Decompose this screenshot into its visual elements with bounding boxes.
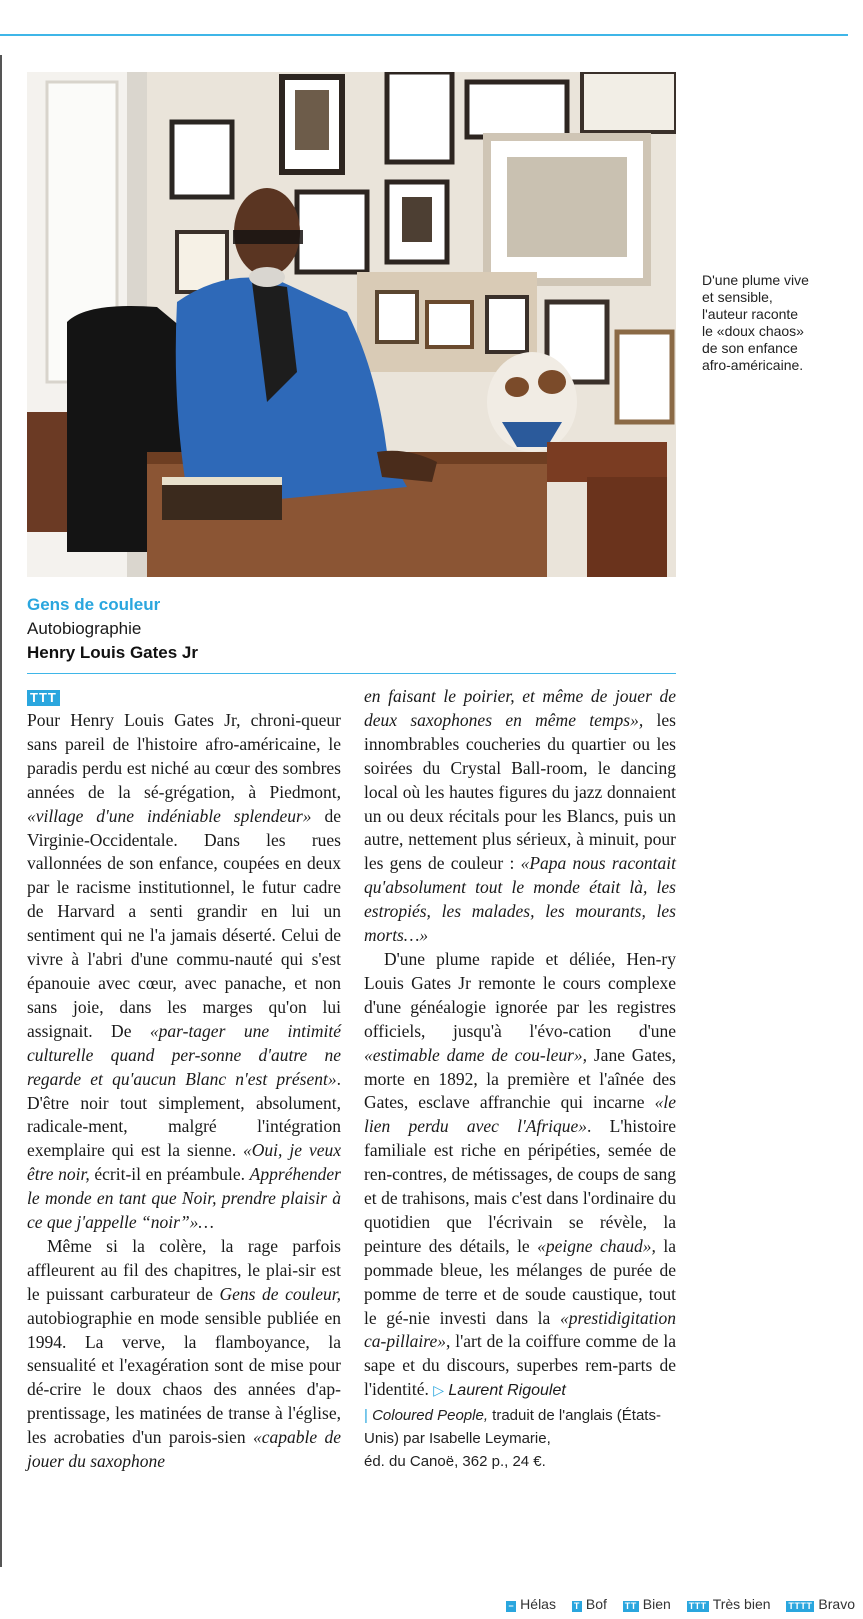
review-column-2 xyxy=(364,685,676,1473)
legend-label: Bien xyxy=(642,1596,671,1612)
author-photo-illustration xyxy=(27,72,676,577)
credits-bar: | xyxy=(364,1407,368,1425)
rating-legend xyxy=(494,1596,855,1612)
review-text: écrit-il en préambule. xyxy=(89,1164,250,1185)
review-text: D'une plume rapide et déliée, Hen-ry Louis Gates Jr remonte le cours complexe d'une généalogie ignorée par les registres officiels, jusqu'à l'évo-cation d'une xyxy=(364,948,676,1041)
review-paragraph xyxy=(364,948,676,1404)
translation-info: traduit de l'anglais (États-Unis) par Isabelle Leymarie, xyxy=(364,1407,661,1448)
book-title: Gens de couleur xyxy=(27,595,161,614)
caption-line: et sensible, xyxy=(702,289,773,305)
legend-label: Bravo xyxy=(818,1596,855,1612)
legend-mark: TT xyxy=(624,1601,637,1611)
book-credits xyxy=(364,1404,676,1473)
rating-badge: TTT xyxy=(27,690,60,706)
review-text: autobiographie en mode sensible publiée en 1994. La verve, la flamboyance, la sensualité et l'exagération sont de mise pour dé-crire le doux chaos des années d'ap-prentissage, les matinées de transe à l'église, les acrobaties d'un parois-sien xyxy=(27,1307,341,1448)
legend-item xyxy=(786,1596,855,1612)
review-quote: «peigne chaud», xyxy=(537,1235,656,1256)
legend-mark: − xyxy=(508,1601,515,1611)
review-text: , l'art de la coiffure comme de la sape et du discours, superbes rem-parts de l'identité. xyxy=(364,1331,676,1400)
review-text: Pour Henry Louis Gates Jr, chroni-queur sans pareil de l'histoire afro-américaine, le paradis perdu est niché au cœur des sombres années de la sé-grégation, à Piedmont, xyxy=(27,710,341,802)
review-quote: «Oui, je veux être noir, xyxy=(27,1140,341,1185)
review-quote: «Papa nous racontait qu'absolument tout le monde était là, les estropiés, les malades, les mourants, les morts…» xyxy=(364,853,676,946)
legend-label: Bof xyxy=(585,1596,607,1612)
review-quote: «prestidigitation ca-pillaire» xyxy=(364,1307,676,1352)
caption-line: de son enfance xyxy=(702,340,798,356)
review-text: la pommade bleue, les mélanges de purée de pomme de terre et de soude caustique, tout le gé-nie investi dans la xyxy=(364,1235,676,1328)
legend-item xyxy=(687,1596,771,1612)
legend-label: Hélas xyxy=(520,1596,556,1612)
review-paragraph xyxy=(364,685,676,948)
legend-label: Très bien xyxy=(712,1596,771,1612)
review-text: . L'histoire familiale est riche en péripéties, semée de ren-contres, de métissages, de coups de sang et de trahisons, mais c'est dans l'ordinaire du quotidien que l'écrivain se révèle, la peinture des détails, le xyxy=(364,1116,676,1256)
review-quote: «capable de jouer du saxophone xyxy=(27,1427,342,1472)
review-paragraph xyxy=(27,709,341,1235)
review-quote: en faisant le poirier, et même de jouer de deux saxophones en même temps», xyxy=(364,686,676,730)
photo-caption xyxy=(702,272,852,374)
review-text: les innombrables coucheries du quartier ou les soirées du Crystal Ball-room, le dancing local où les hautes figures du jazz donnaient un ou deux récitals pour les Blancs, puis un autre, nettement plus sérieux, à minuit, pour les gens de couleur : xyxy=(364,709,676,874)
review-quote: Appréhender le monde en tant que Noir, prendre plaisir à ce que j'appelle “noir”»… xyxy=(27,1164,341,1233)
top-rule xyxy=(0,34,848,36)
review-quote: «estimable dame de cou-leur», xyxy=(364,1044,588,1065)
book-genre: Autobiographie xyxy=(27,619,142,638)
caption-line: le «doux chaos» xyxy=(702,323,804,339)
legend-mark: T xyxy=(573,1601,580,1611)
review-paragraph xyxy=(27,1235,341,1474)
review-text: de Virginie-Occidentale. Dans les rues vallonnées de son enfance, coupées en deux par le racisme institutionnel, le futur cadre de Harvard a senti grandir en lui un sentiment qui ne l'a jamais déserté. Celui de vivre à l'abri d'une commu-nauté qui s'est épanouie avec cœur, avec panache, et non sans joie, dans les marges qu'on lui assignait. De xyxy=(27,805,341,1041)
legend-item xyxy=(506,1596,556,1612)
review-quote: «village d'une indéniable splendeur» xyxy=(27,805,312,826)
original-title: Coloured People, xyxy=(372,1407,488,1425)
review-quote: «le lien perdu avec l'Afrique» xyxy=(364,1092,676,1137)
review-byline: Laurent Rigoulet xyxy=(448,1382,566,1400)
caption-line: l'auteur raconte xyxy=(702,306,799,322)
review-text: . D'être noir tout simplement, absolument, radicale-ment, malgré l'intégration exemplaire qui est la sienne. xyxy=(27,1068,341,1161)
byline-triangle-icon: ▷ xyxy=(433,1383,445,1400)
review-quote: Gens de couleur, xyxy=(219,1283,341,1304)
review-quote: «par-tager une intimité culturelle quand per-sonne d'autre ne regarde et qu'aucun Blanc n'est présent» xyxy=(27,1020,341,1089)
publisher-info: éd. du Canoë, 362 p., 24 €. xyxy=(364,1453,546,1471)
review-text: Jane Gates, morte en 1892, la première et l'aînée des Gates, esclave affranchie qui incarne xyxy=(364,1044,676,1113)
caption-line: D'une plume vive xyxy=(702,272,809,288)
section-rule xyxy=(27,673,676,674)
legend-mark: TTTT xyxy=(788,1601,813,1611)
legend-item xyxy=(623,1596,671,1612)
author-photo xyxy=(27,72,676,577)
legend-item xyxy=(572,1596,607,1612)
review-text: Même si la colère, la rage parfois affleurent au fil des chapitres, le plai-sir est le puissant carburateur de xyxy=(27,1235,341,1304)
review-column-1 xyxy=(27,709,341,1474)
legend-mark: TTT xyxy=(688,1601,707,1611)
book-author: Henry Louis Gates Jr xyxy=(27,643,199,662)
caption-line: afro-américaine. xyxy=(702,357,804,373)
left-column-rule xyxy=(0,55,2,1567)
